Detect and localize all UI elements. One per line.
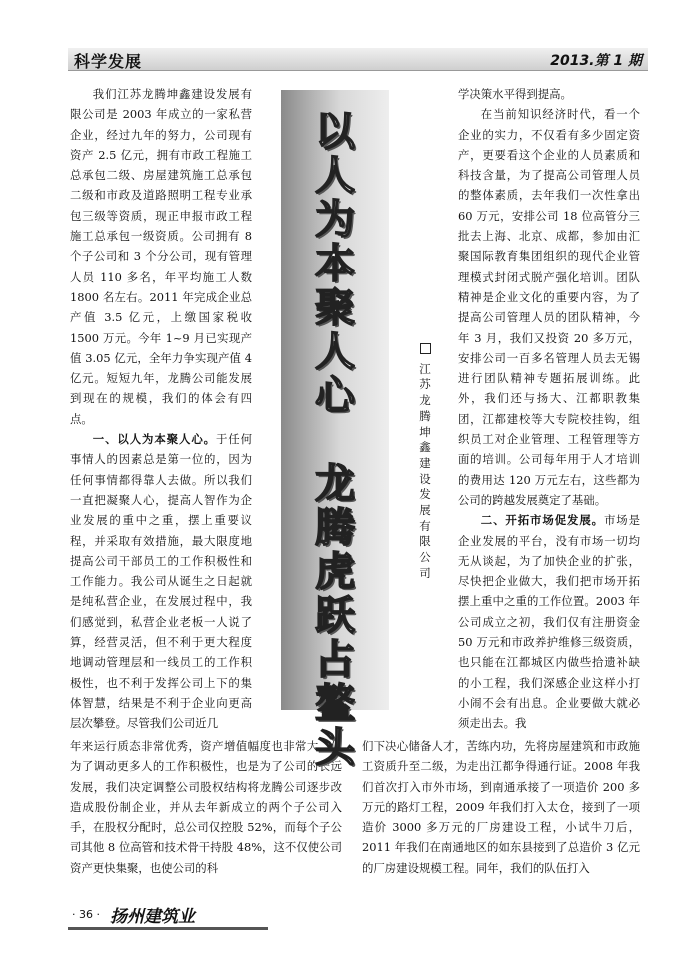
issue-label: 2013.第 1 期	[550, 53, 642, 69]
title-char: 跃	[315, 593, 355, 639]
body-column-right	[458, 84, 640, 734]
author-byline: 江 苏 龙 腾 坤 鑫 建 设 发 展 有 限 公 司	[417, 343, 433, 582]
paragraph: 年来运行质态非常优秀，资产增值幅度也非常大，但为了调动更多人的工作积极性，也是为了公司的长远发展，我们决定调整公司股权结构将龙腾公司逐步改造成股份制企业，并从去年新成立的两个子公司入手，在股权分配时，总公司仅控股 52%，而每个子公司其他 8 位高管和技术骨干持股 48%，这不仅使公司资产更快集聚，也使公司的科	[70, 739, 342, 875]
title-char: 心	[315, 373, 355, 419]
section-heading: 二、开拓市场促发展。	[480, 513, 604, 528]
page-footer	[68, 907, 648, 927]
title-char: 人	[315, 329, 355, 375]
paragraph: 一、以人为本聚人心。于任何事情人的因素总是第一位的，因为任何事情都得靠人去做。所以我们一直把凝聚人心，提高人智作为企业发展的重中之重，摆上重要议程，并采取有效措施，最大限度地提高公司干部员工的工作积极性和工作能力。我公司从诞生之日起就是纯私营企业，在发展过程中，我们感觉到，私营企业老板一人说了算，经营灵活，但不利于更大程度地调动管理层和一线员工的工作积极性，也不利于发挥公司上下的集体智慧，结果是不利于企业向更高层次攀登。尽管我们公司近几	[70, 432, 252, 731]
title-char: 占	[315, 637, 355, 683]
title-char: 鳌	[315, 681, 355, 727]
title-char: 本	[315, 241, 355, 287]
body-column-right-bottom	[362, 736, 640, 878]
title-char: 聚	[315, 285, 355, 331]
magazine-logo: 扬州建筑业	[110, 907, 195, 927]
section-heading: 一、以人为本聚人心。	[92, 432, 216, 447]
section-label: 科学发展	[74, 52, 143, 71]
title-char: 为	[315, 197, 355, 243]
title-char: 虎	[315, 549, 355, 595]
paragraph: 们下决心储备人才，苦练内功，先将房屋建筑和市政施工资质升至二级，为走出江都争得通行证。2008 年我们首次打入市外市场，到南通承接了一项造价 200 多万元的路灯工程，2009 年我们打入太仓，接到了一项造价 3000 多万元的厂房建设工程，小试牛刀后，2011 年我们在南通地区的如东县接到了总造价 3 亿元的厂房建设规模工程。同年，我们的队伍打入	[362, 739, 640, 875]
paragraph: 二、开拓市场促发展。市场是企业发展的平台，没有市场一切均无从谈起，为了加快企业的扩张，尽快把企业做大，我们把市场开拓摆上重中之重的工作位置。2003 年公司成立之初，我们仅有注册资金 50 万元和市政养护维修三级资质，也只能在江都城区内做些拾遗补缺的小工程，我们深感企业这样小打小闹不会有出息。企业要做大就必须走出去。我	[458, 513, 640, 731]
body-column-left	[70, 84, 252, 734]
title-char: 人	[315, 153, 355, 199]
title-char: 龙	[315, 461, 355, 507]
title-char: 腾	[315, 505, 355, 551]
title-char: 头	[315, 725, 355, 771]
running-header	[68, 48, 648, 71]
paragraph: 学决策水平得到提高。	[458, 87, 572, 101]
title-char: 以	[315, 109, 355, 155]
square-bullet-icon	[420, 343, 431, 354]
paragraph: 我们江苏龙腾坤鑫建设发展有限公司是 2003 年成立的一家私营企业，经过九年的努力，公司现有资产 2.5 亿元，拥有市政工程施工总承包二级、房屋建筑施工总承包二级和市政及道路照明工程专业承包三级等资质，现正申报市政工程施工总承包一级资质。公司拥有 8 个子公司和 3 个分公司，现有管理人员 110 多名，年平均施工人数 1800 名左右。2011 年完成企业总产值 3.5 亿元，上缴国家税收 1500 万元。今年 1~9 月已实现产值 3.05 亿元，全年力争实现产值 4 亿元。短短九年，龙腾公司能发展到现在的规模，我们的体会有四点。	[70, 87, 252, 426]
paragraph: 在当前知识经济时代，看一个企业的实力，不仅看有多少固定资产，更要看这个企业的人员素质和科技含量，为了提高公司管理人员的整体素质，去年我们一次性拿出 60 万元，安排公司 18 位高管分三批去上海、北京、成都，参加由汇聚国际教育集团组织的现代企业管理模式封闭式脱产强化培训。团队精神是企业文化的重要内容，为了提高公司管理人员的团队精神，今年 3 月，我们又投资 20 多万元，安排公司一百多名管理人员去无锡进行团队精神专题拓展训练。此外，我们还与扬大、江都职教集团，江都建校等大专院校挂钩，组织员工对企业管理、工程管理等方面的培训。公司每年用于人才培训的费用达 120 万元左右，这些都为公司的跨越发展奠定了基础。	[458, 107, 640, 507]
page-number: · 36 ·	[72, 908, 100, 921]
footer-rule	[68, 927, 268, 930]
